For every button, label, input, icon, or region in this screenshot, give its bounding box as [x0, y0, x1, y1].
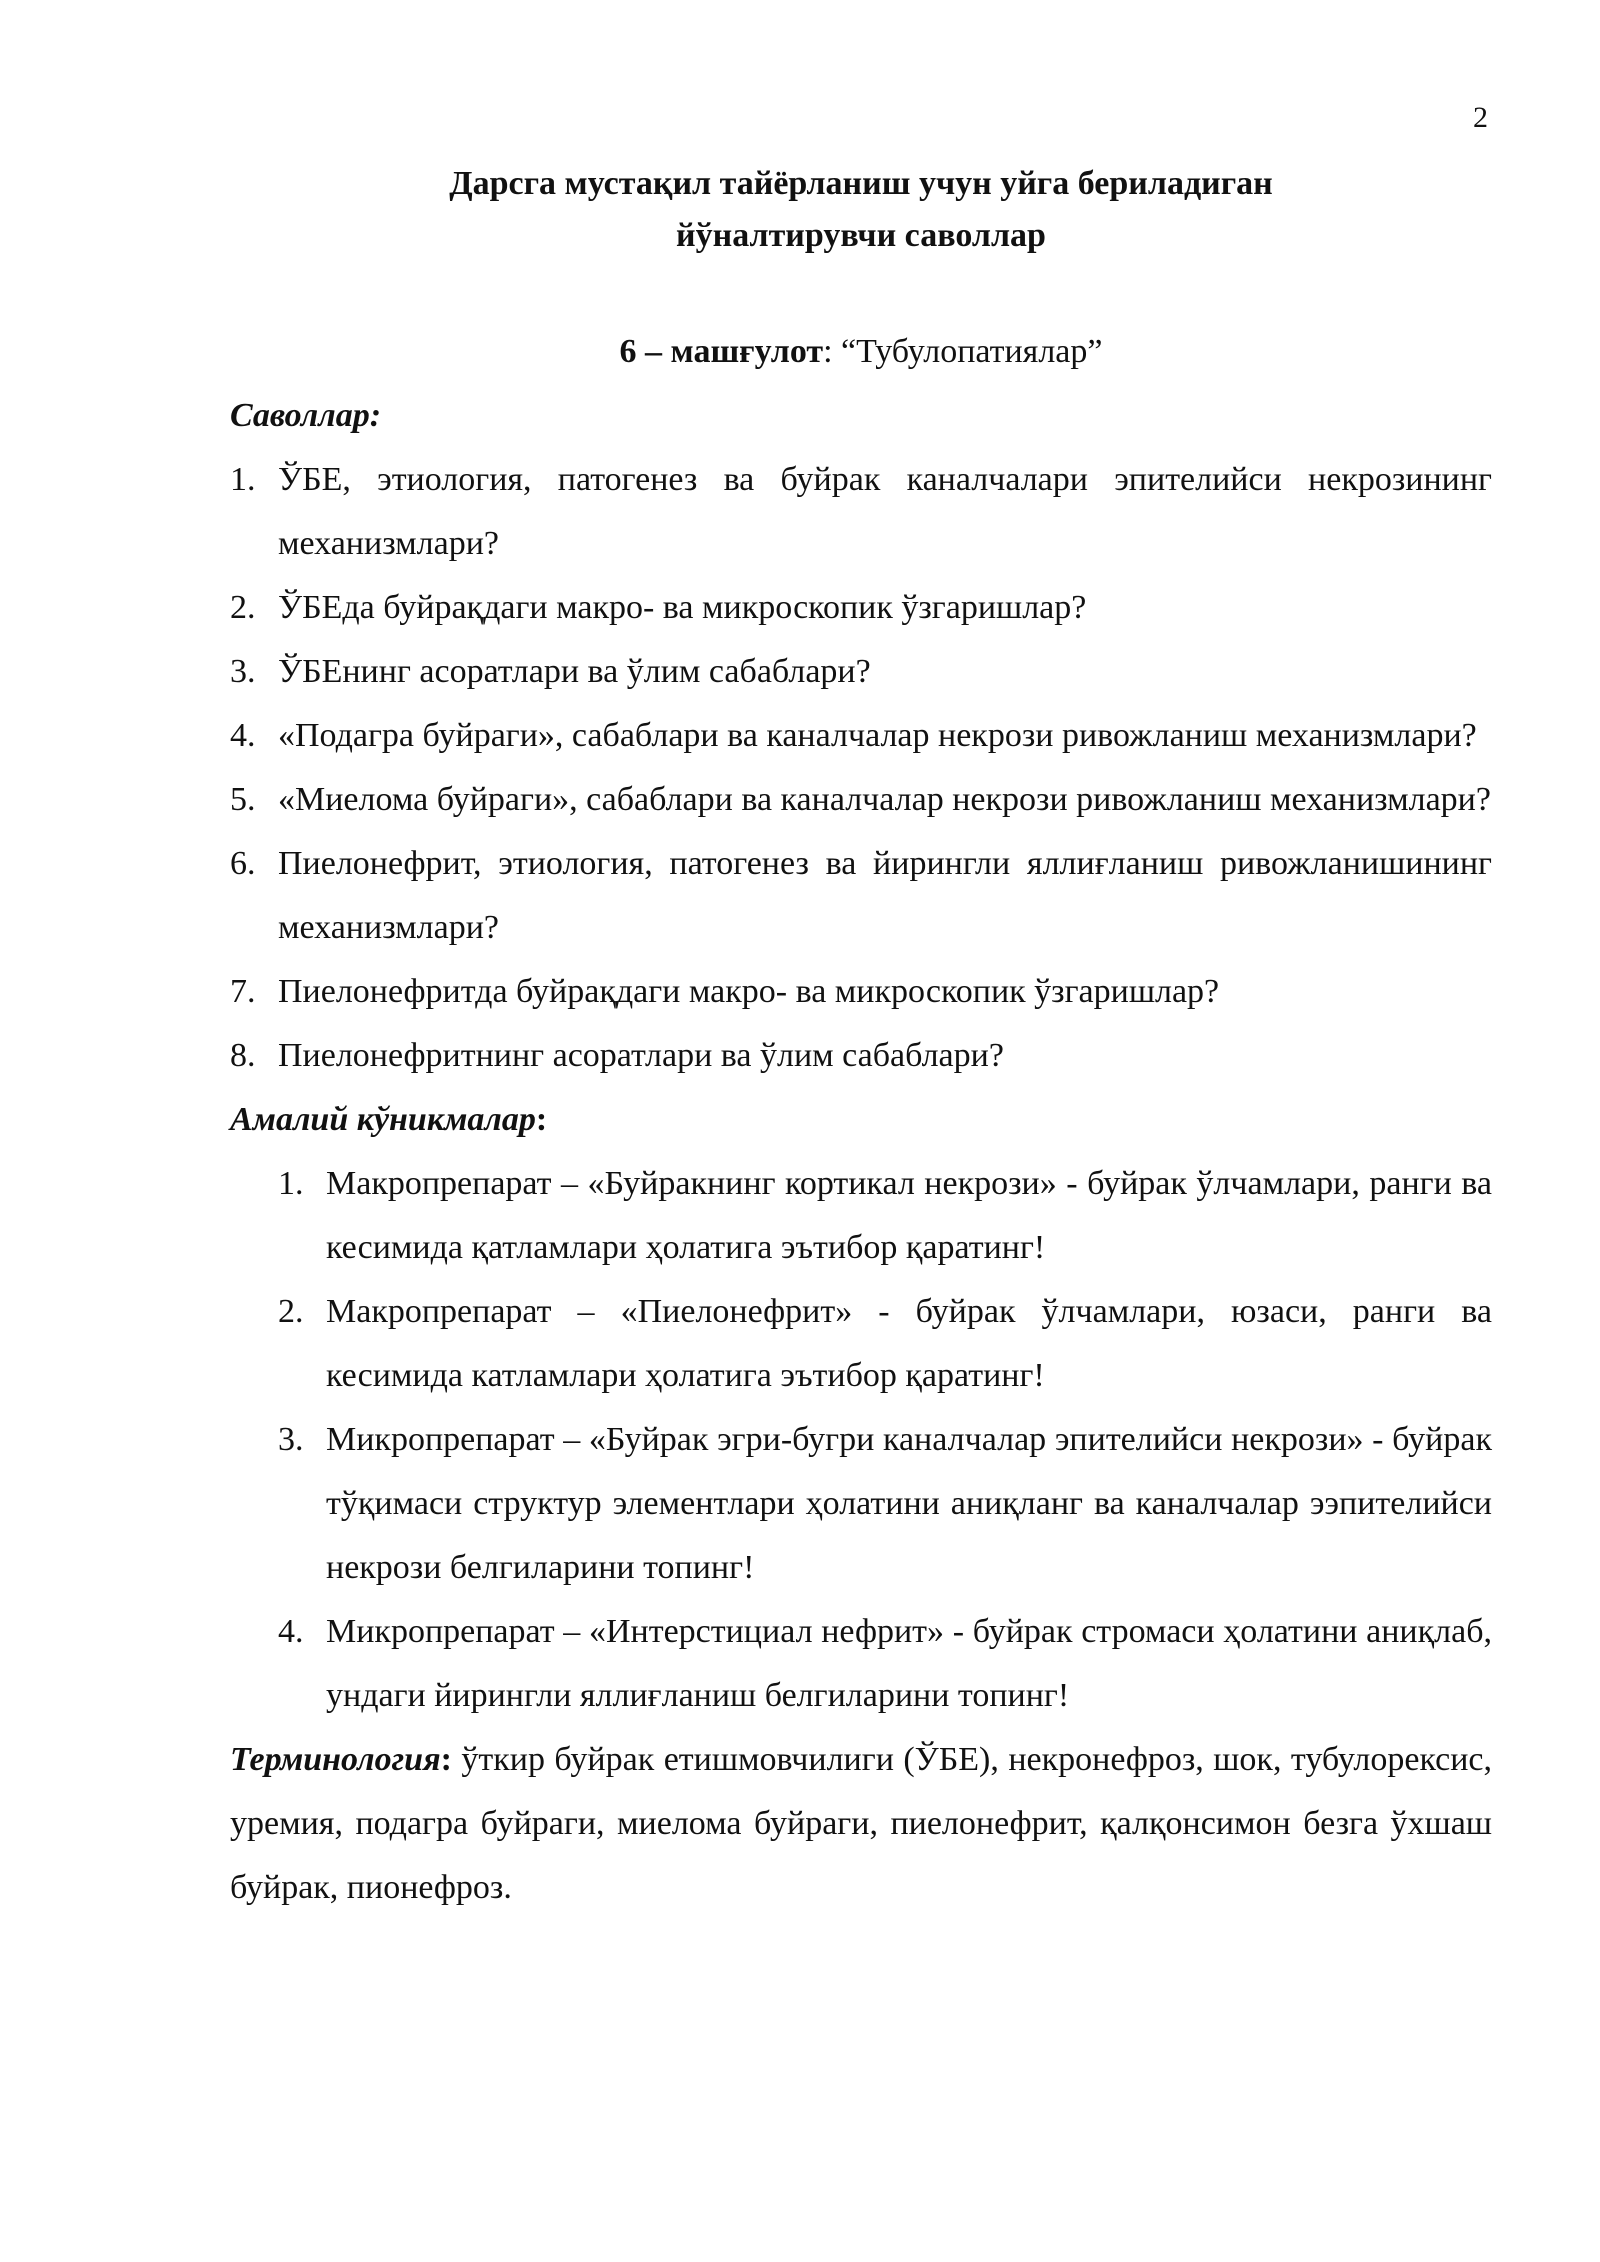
skill-number: 1. [278, 1165, 304, 1202]
question-item [230, 832, 1492, 960]
question-number: 7. [230, 973, 256, 1010]
question-text: Пиелонефритнинг асоратлари ва ўлим сабаблари? [278, 1037, 1004, 1074]
skill-text: Макропрепарат – «Буйракнинг кортикал некрози» - буйрак ўлчамлари, ранги ва кесимида қатламлари ҳолатига эътибор қаратинг! [326, 1165, 1492, 1266]
lesson-line [230, 320, 1492, 384]
skill-text: Микропрепарат – «Буйрак эгри-бугри каналчалар эпителийси некрози» - буйрак тўқимаси структур элементлари ҳолатини аниқланг ва каналчалар ээпителийси некрози белгиларини топинг! [326, 1421, 1492, 1586]
question-number: 5. [230, 781, 256, 818]
terminology-text: ўткир буйрак етишмовчилиги (ЎБЕ), некронефроз, шок, тубулорексис, уремия, подагра буйраги, миелома буйраги, пиелонефрит, қалқонсимон безга ўхшаш буйрак, пионефроз. [230, 1741, 1492, 1906]
skills-heading-colon: : [535, 1101, 548, 1138]
skill-number: 3. [278, 1421, 304, 1458]
title-line-2: йўналтирувчи саволлар [676, 217, 1046, 254]
lesson-label: 6 – машғулот [619, 333, 824, 370]
question-text: Пиелонефрит, этиология, патогенез ва йирингли яллиғланиш ривожланишининг механизмлари? [278, 845, 1492, 946]
terminology-paragraph [230, 1728, 1492, 1920]
question-text: «Миелома буйраги», сабаблари ва каналчалар некрози ривожланиш механизмлари? [278, 781, 1491, 818]
page-content [230, 158, 1492, 1920]
question-number: 2. [230, 589, 256, 626]
terminology-label: Терминология [230, 1741, 441, 1778]
questions-heading: Саволлар: [230, 397, 382, 434]
skill-number: 4. [278, 1613, 304, 1650]
terminology-colon: : [440, 1741, 452, 1778]
skill-item [230, 1280, 1492, 1408]
skills-heading [230, 1088, 1492, 1152]
question-item [230, 960, 1492, 1024]
skill-text: Микропрепарат – «Интерстициал нефрит» - буйрак стромаси ҳолатини аниқлаб, ундаги йирингли яллиғланиш белгиларини топинг! [326, 1613, 1492, 1714]
skill-item [230, 1600, 1492, 1728]
questions-list [230, 448, 1492, 1088]
question-text: ЎБЕда буйрақдаги макро- ва микроскопик ўзгаришлар? [278, 589, 1087, 626]
question-number: 1. [230, 461, 256, 498]
question-item [230, 448, 1492, 576]
question-number: 8. [230, 1037, 256, 1074]
question-item [230, 640, 1492, 704]
skill-item [230, 1152, 1492, 1280]
question-item [230, 1024, 1492, 1088]
question-number: 4. [230, 717, 256, 754]
document-title [230, 158, 1492, 262]
title-line-1: Дарсга мустақил тайёрланиш учун уйга бериладиган [449, 165, 1273, 202]
question-text: «Подагра буйраги», сабаблари ва каналчалар некрози ривожланиш механизмлари? [278, 717, 1477, 754]
lesson-separator: : [823, 333, 842, 370]
question-text: ЎБЕ, этиология, патогенез ва буйрак каналчалари эпителийси некрозининг механизмлари? [278, 461, 1492, 562]
question-item [230, 704, 1492, 768]
question-number: 3. [230, 653, 256, 690]
skill-item [230, 1408, 1492, 1600]
lesson-topic: “Тубулопатиялар” [841, 333, 1103, 370]
question-number: 6. [230, 845, 256, 882]
skill-text: Макропрепарат – «Пиелонефрит» - буйрак ўлчамлари, юзаси, ранги ва кесимида катламлари ҳолатига эътибор қаратинг! [326, 1293, 1492, 1394]
skill-number: 2. [278, 1293, 304, 1330]
question-text: ЎБЕнинг асоратлари ва ўлим сабаблари? [278, 653, 871, 690]
question-text: Пиелонефритда буйрақдаги макро- ва микроскопик ўзгаришлар? [278, 973, 1220, 1010]
question-item [230, 576, 1492, 640]
page-number: 2 [1473, 101, 1488, 134]
skills-list [230, 1152, 1492, 1728]
skills-heading-text: Амалий кўникмалар [230, 1101, 536, 1138]
question-item [230, 768, 1492, 832]
